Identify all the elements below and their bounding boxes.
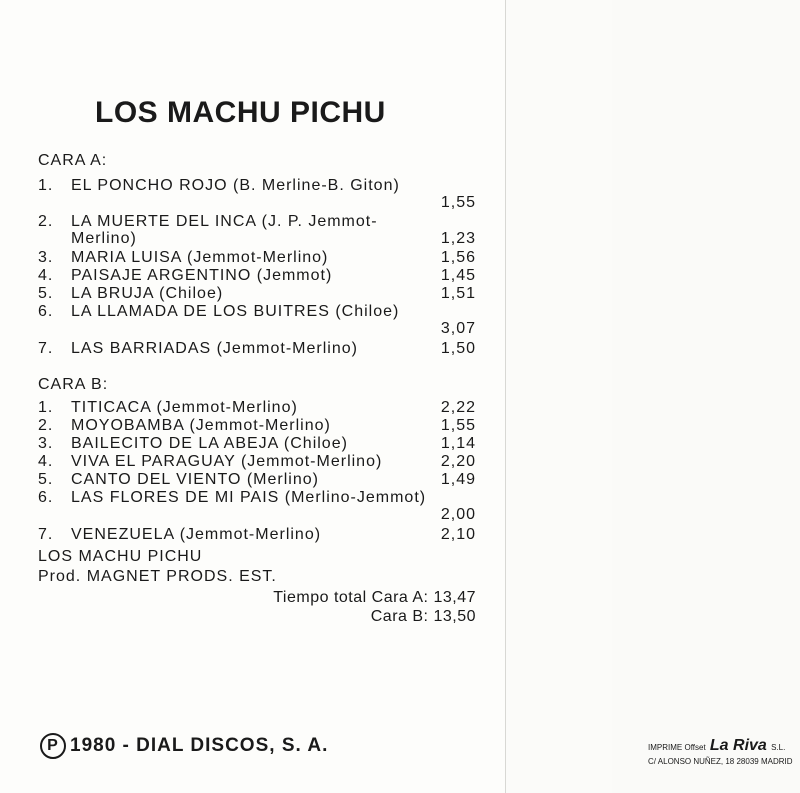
track-duration: 1,50: [440, 340, 476, 357]
track-title: LA LLAMADA DE LOS BUITRES (Chiloe): [71, 303, 400, 320]
track-duration: 1,51: [440, 285, 476, 302]
total-side-b-value: 13,50: [433, 608, 476, 625]
track-duration: 1,56: [440, 249, 476, 266]
track-row: [38, 435, 476, 452]
track-row: [38, 267, 476, 284]
track-row: [38, 453, 476, 470]
track-title: LA BRUJA (Chiloe): [71, 285, 224, 302]
track-number: 6.: [38, 489, 54, 506]
total-side-a: [273, 589, 476, 607]
track-number: 2.: [38, 417, 54, 434]
track-row: [38, 526, 476, 543]
track-number: 6.: [38, 303, 54, 320]
track-number: 7.: [38, 340, 54, 357]
producer-credit: Prod. MAGNET PRODS. EST.: [38, 568, 277, 585]
track-number: 5.: [38, 471, 54, 488]
track-duration: 1,14: [440, 435, 476, 452]
track-number: 5.: [38, 285, 54, 302]
track-duration: 3,07: [440, 320, 476, 337]
track-row: [38, 249, 476, 266]
track-duration: 1,49: [440, 471, 476, 488]
total-side-a-label: Tiempo total Cara A:: [273, 589, 429, 606]
fold-line: [505, 0, 506, 793]
track-row: [38, 417, 476, 434]
track-number: 3.: [38, 249, 54, 266]
track-duration: 1,45: [440, 267, 476, 284]
track-row: [38, 489, 476, 523]
phonogram-p-icon: P: [40, 733, 66, 759]
track-title: BAILECITO DE LA ABEJA (Chiloe): [71, 435, 348, 452]
track-duration: 1,55: [440, 417, 476, 434]
track-title: VENEZUELA (Jemmot-Merlino): [71, 526, 322, 543]
track-row: [38, 471, 476, 488]
track-number: 2.: [38, 213, 54, 230]
track-title: TITICACA (Jemmot-Merlino): [71, 399, 298, 416]
side-a-label: CARA A:: [38, 152, 108, 169]
track-number: 4.: [38, 453, 54, 470]
track-title: CANTO DEL VIENTO (Merlino): [71, 471, 319, 488]
printer-address: C/ ALONSO NUÑEZ, 18 28039 MADRID: [648, 757, 793, 766]
track-number: 1.: [38, 399, 54, 416]
copyright-text: 1980 - DIAL DISCOS, S. A.: [70, 735, 329, 756]
track-title: VIVA EL PARAGUAY (Jemmot-Merlino): [71, 453, 383, 470]
track-duration: 1,55: [440, 194, 476, 211]
track-number: 4.: [38, 267, 54, 284]
printer-sl: S.L.: [771, 743, 786, 752]
track-duration: 2,20: [440, 453, 476, 470]
track-title: PAISAJE ARGENTINO (Jemmot): [71, 267, 333, 284]
total-side-b-label: Cara B:: [370, 608, 429, 625]
side-b-label: CARA B:: [38, 376, 109, 393]
total-side-a-value: 13,47: [433, 589, 476, 606]
track-row: [38, 213, 476, 247]
printer-credit: [648, 737, 785, 755]
total-side-b: [371, 608, 476, 626]
track-title: MARIA LUISA (Jemmot-Merlino): [71, 249, 329, 266]
track-duration: 2,10: [440, 526, 476, 543]
artist-credit: LOS MACHU PICHU: [38, 548, 203, 565]
track-title: LA MUERTE DEL INCA (J. P. Jemmot-Merlino): [71, 213, 378, 247]
track-number: 1.: [38, 177, 54, 194]
printer-logo: La Riva: [709, 737, 767, 754]
track-row: [38, 340, 476, 357]
printer-imprime: IMPRIME: [648, 743, 683, 752]
track-row: [38, 303, 476, 337]
track-title: MOYOBAMBA (Jemmot-Merlino): [71, 417, 331, 434]
track-number: 7.: [38, 526, 54, 543]
track-row: [38, 399, 476, 416]
cover-back-panel: [612, 0, 800, 793]
track-number: 3.: [38, 435, 54, 452]
track-duration: 2,22: [440, 399, 476, 416]
printer-offset: Offset: [684, 743, 706, 752]
track-title: EL PONCHO ROJO (B. Merline-B. Giton): [71, 177, 400, 194]
track-duration: 1,23: [440, 230, 476, 247]
track-duration: 2,00: [440, 506, 476, 523]
track-title: LAS BARRIADAS (Jemmot-Merlino): [71, 340, 358, 357]
copyright-footer: [40, 733, 328, 759]
track-title: LAS FLORES DE MI PAIS (Merlino-Jemmot): [71, 489, 427, 506]
track-row: [38, 177, 476, 211]
track-row: [38, 285, 476, 302]
album-title: LOS MACHU PICHU: [95, 96, 386, 129]
